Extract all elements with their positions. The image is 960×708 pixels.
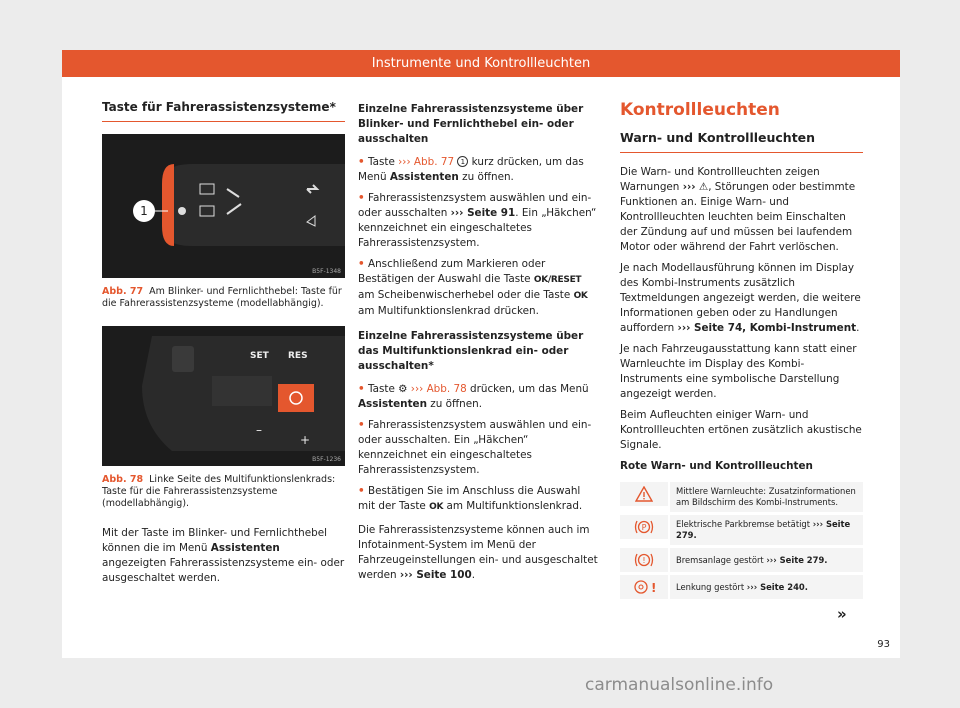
manual-page [62, 50, 900, 658]
continue-mark: » [837, 605, 847, 623]
figure-caption [102, 286, 345, 310]
table-row [620, 515, 863, 545]
table-cell [670, 575, 863, 599]
text: Bremsanlage gestört [676, 554, 767, 565]
table-cell [670, 548, 863, 572]
paragraph: Beim Aufleuchten einiger Warn- und Kontrollleuchten ertönen zusätzlich akustische Signale. [620, 409, 862, 451]
figure-caption [102, 474, 345, 510]
warning-link[interactable]: ››› [682, 181, 696, 193]
warning-triangle-icon: ⚠ [698, 181, 709, 193]
paragraph [620, 261, 863, 336]
text: zu öffnen. [458, 171, 514, 183]
table-cell [670, 515, 863, 545]
page-link[interactable]: ››› Seite 91 [450, 207, 516, 219]
page-link[interactable]: ››› Seite 279. [766, 554, 828, 565]
text: Mit der Taste im Blinker- und Fernlichthebel können die im Menü [102, 527, 328, 554]
page-number: 93 [877, 639, 890, 650]
subheading: Einzelne Fahrerassistenzsysteme über das Multifunktionslenkrad ein- oder ausschalten* [358, 330, 584, 372]
section-title: Taste für Fahrerassistenzsysteme* [102, 100, 345, 122]
text: , Störungen oder bestimmte Funktionen an. Einige Warn- und Kontrollleuchten leuchten beim Einschalten der Zündung auf und müssen bei laufendem Motor oder während der Fahrt verlöschen. [620, 181, 856, 253]
bullet-item: • Fahrerassistenzsystem auswählen und ein- oder ausschalten. Ein „Häkchen“ kennzeichnet ein eingeschaltetes Fahrerassistenzsystem. [358, 419, 592, 476]
figure-label: Abb. 78 [102, 474, 144, 485]
text: angezeigten Fahrerassistenzsysteme ein- oder ausgeschaltet werden. [102, 557, 345, 584]
column-right [620, 100, 863, 602]
text: Anschließend zum Markieren oder Bestätigen der Auswahl die Taste [358, 258, 546, 285]
stalk-illustration [102, 134, 345, 278]
text: Taste [367, 156, 399, 168]
section-title: Warn- und Kontrollleuchten [620, 130, 863, 153]
callout-ref: 1 [457, 156, 468, 167]
text: am Multifunktionslenkrad. [443, 500, 583, 512]
figure-id: B5F-1236 [312, 456, 341, 463]
paragraph [358, 523, 600, 583]
brake-system-icon [620, 548, 668, 572]
text: kurz drücken, um das Menü [358, 156, 584, 183]
text: Die Fahrerassistenzsysteme können auch im Infotainment-System im Menü der Fahrzeugeinstellungen ein- und ausgeschaltet werden [358, 524, 598, 581]
figure-label: Abb. 77 [102, 286, 144, 297]
text: am Multifunktionslenkrad drücken. [358, 305, 539, 317]
table-heading: Rote Warn- und Kontrollleuchten [620, 460, 813, 472]
page-link[interactable]: ››› Seite 74, Kombi-Instrument [677, 322, 857, 334]
menu-name: Assistenten [389, 171, 459, 183]
steering-wheel-illustration [102, 326, 345, 466]
text: Mittlere Warnleuchte: Zusatzinformationen am Bildschirm des Kombi-Instruments. [676, 486, 856, 507]
ok-key: OK [573, 291, 588, 301]
subheading: Einzelne Fahrerassistenzsysteme über Blinker- und Fernlichthebel ein- oder ausschalten [358, 103, 584, 145]
text: am Scheibenwischerhebel oder die Taste [358, 289, 574, 301]
text: drücken, um das Menü [466, 383, 589, 395]
figure-caption-text: Am Blinker- und Fernlichthebel: Taste für die Fahrerassistenzsysteme (modellabhängig). [102, 286, 342, 309]
assist-button-icon: ⚙ [398, 383, 408, 395]
paragraph [620, 165, 863, 255]
page-link[interactable]: ››› Seite 279. [676, 519, 851, 540]
menu-name: Assistenten [210, 542, 280, 554]
bullet-item: • Taste ››› Abb. 77 1 kurz drücken, um das Menü Assistenten zu öffnen. [358, 156, 584, 183]
steering-fault-icon [620, 575, 668, 599]
parking-brake-icon [620, 515, 668, 539]
table-row [620, 482, 863, 512]
figure-caption-text: Linke Seite des Multifunktionslenkrads: Taste für die Fahrerassistenzsysteme (modellabhängig). [102, 474, 336, 509]
bullet-item: • Bestätigen Sie im Anschluss die Auswahl mit der Taste OK am Multifunktionslenkrad. [358, 485, 583, 512]
svg-text:–: – [256, 423, 262, 437]
svg-text:!: ! [651, 581, 656, 595]
column-middle [358, 100, 600, 589]
page-link[interactable]: ››› Seite 100 [399, 569, 472, 581]
ok-reset-key: OK/RESET [533, 275, 582, 285]
text: Lenkung gestört [676, 581, 747, 592]
watermark: carmanualsonline.info [585, 675, 774, 695]
ok-key: OK [429, 502, 444, 512]
menu-name: Assistenten [358, 398, 427, 410]
table-cell [670, 482, 863, 512]
bullet-item: • Anschließend zum Markieren oder Bestätigen der Auswahl die Taste OK/RESET am Scheibenwischerhebel oder die Taste OK am Multifunktionslenkrad drücken. [358, 258, 588, 317]
res-label: RES [288, 351, 308, 361]
text: . [856, 322, 860, 334]
text: . [471, 569, 476, 581]
set-label: SET [250, 351, 269, 361]
bullet-item: • Taste ⚙ ››› Abb. 78 drücken, um das Menü Assistenten zu öffnen. [358, 383, 589, 410]
figure-link[interactable]: ››› Abb. 78 [410, 383, 467, 395]
text: Die Warn- und Kontrollleuchten zeigen Warnungen [620, 166, 820, 193]
text: Je nach Modellausführung können im Display des Kombi-Instruments zusätzlich Textmeldungen angezeigt werden, die weitere Informationen geben oder zu Handlungen auffordern [620, 262, 861, 334]
bullet-item: • Fahrerassistenzsystem auswählen und ein- oder ausschalten ››› Seite 91. Ein „Häkchen“ kennzeichnet ein eingeschaltetes Fahrerassistenzsystem. [358, 192, 597, 249]
svg-text:+: + [300, 433, 311, 447]
text: Fahrerassistenzsystem auswählen und ein- oder ausschalten [358, 192, 592, 219]
svg-text:P: P [641, 523, 647, 532]
page-header: Instrumente und Kontrollleuchten [62, 50, 900, 77]
table-row [620, 575, 863, 599]
text: . Ein „Häkchen“ kennzeichnet ein eingeschaltetes Fahrerassistenzsystem. [358, 207, 597, 249]
figure-stalk [102, 134, 345, 278]
chapter-title: Kontrollleuchten [620, 100, 780, 120]
paragraph: Je nach Fahrzeugausstattung kann statt einer Warnleuchte im Display des Kombi-Instruments eine symbolische Darstellung angezeigt werden. [620, 343, 857, 400]
figure-id: B5F-1348 [312, 268, 341, 275]
paragraph [102, 526, 345, 586]
table-row [620, 548, 863, 572]
warning-lights-table [620, 482, 863, 599]
text: Fahrerassistenzsystem auswählen und ein- oder ausschalten. Ein „Häkchen“ kennzeichnet ein eingeschaltetes Fahrerassistenzsystem. [358, 419, 592, 476]
text: Elektrische Parkbremse betätigt [676, 519, 813, 529]
callout-1: 1 [140, 204, 148, 218]
figure-steering-wheel [102, 326, 345, 466]
text: Taste [367, 383, 399, 395]
warning-triangle-icon [620, 482, 668, 506]
page-link[interactable]: ››› Seite 240. [746, 581, 808, 592]
column-left [102, 100, 345, 592]
figure-link[interactable]: ››› Abb. 77 [398, 156, 455, 168]
text: Bestätigen Sie im Anschluss die Auswahl mit der Taste [358, 485, 581, 512]
text: zu öffnen. [426, 398, 483, 410]
svg-text:!: ! [642, 556, 646, 565]
